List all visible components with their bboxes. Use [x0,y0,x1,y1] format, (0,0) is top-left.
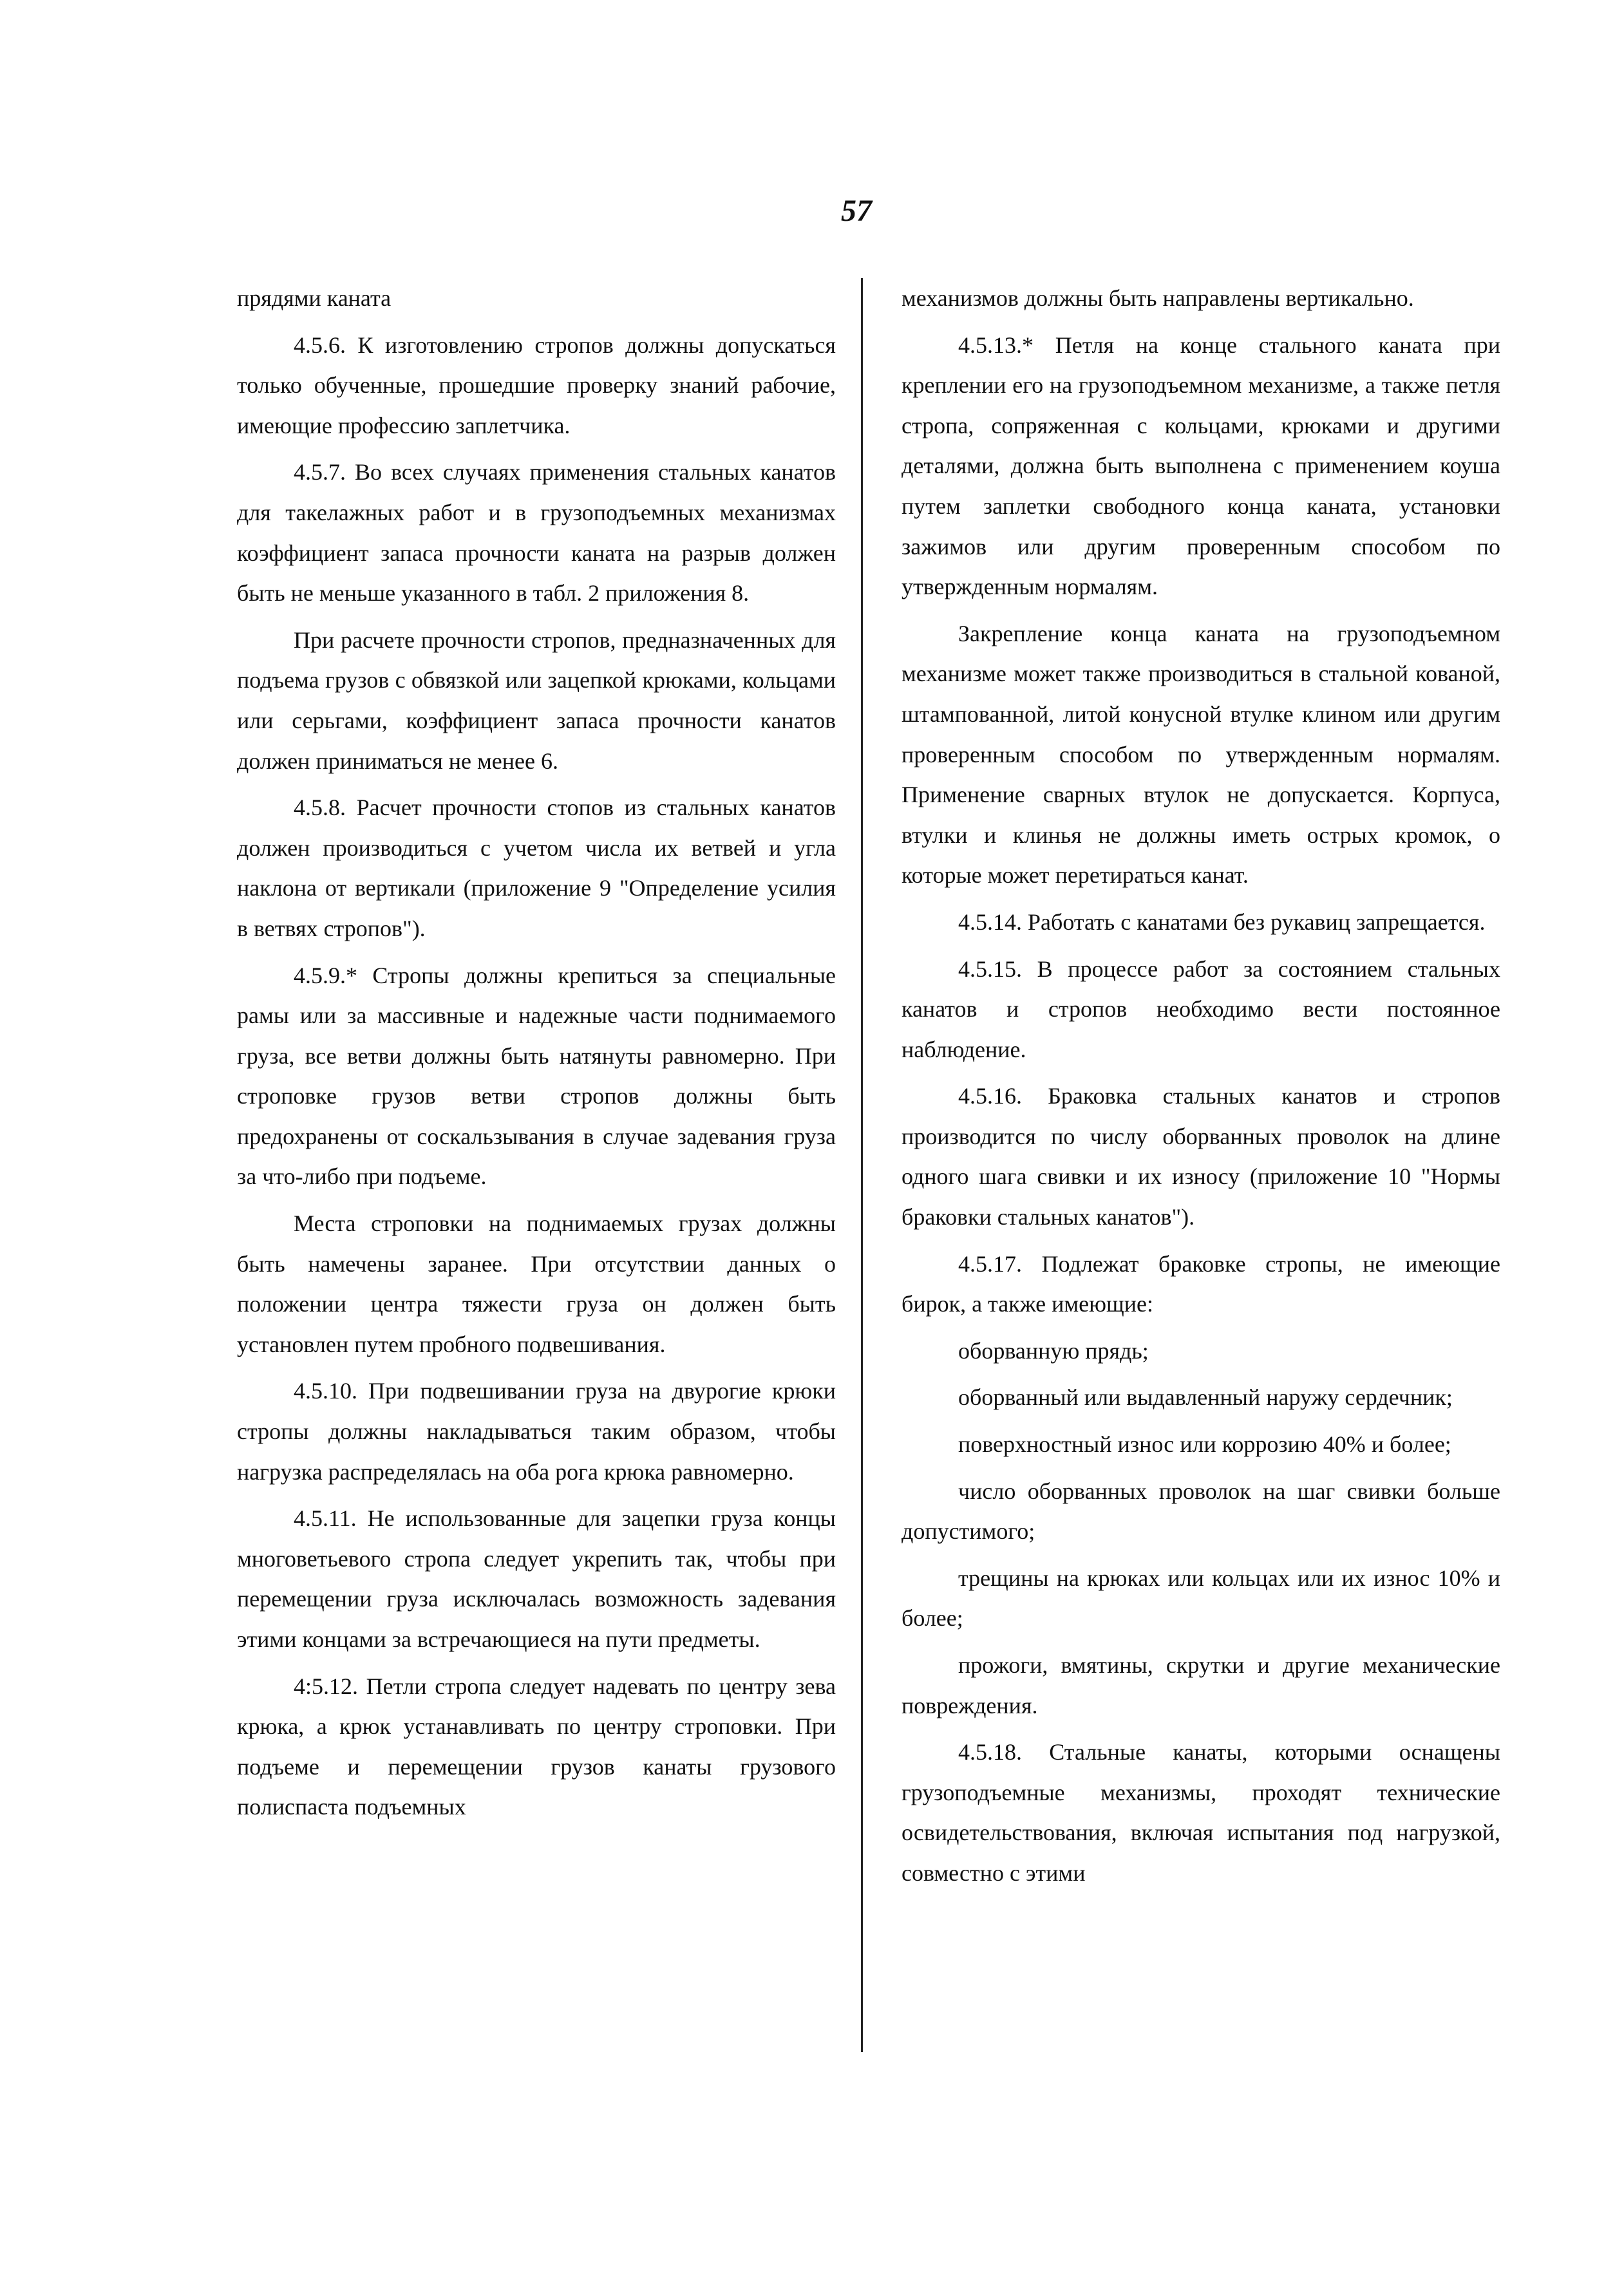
paragraph-4-5-8: 4.5.8. Расчет прочности стопов из стальных канатов должен производиться с учетом числа их ветвей и угла наклона от вертикали (приложение 9 "Определение усилия в ветвях стропов"). [237,795,836,941]
paragraph-4-5-17: 4.5.17. Подлежат браковке стропы, не имеющие бирок, а также имеющие: [902,1250,1500,1317]
paragraph: При расчете прочности стропов, предназначенных для подъема грузов с обвязкой или зацепкой крюками, кольцами или серьгами, коэффициент запаса прочности канатов должен приниматься не менее 6. [237,626,836,774]
paragraph-4-5-9: 4.5.9.* Стропы должны крепиться за специальные рамы или за массивные и надежные части поднимаемого груза, все ветви должны быть натянуты равномерно. При строповке грузов ветви стропов должны быть предохранены от соскальзывания в случае задевания груза за что-либо при подъеме. [237,962,836,1190]
paragraph: механизмов должны быть направлены вертикально. [902,285,1414,311]
list-item: число оборванных проволок на шаг свивки больше допустимого; [902,1478,1500,1545]
paragraph: Места строповки на поднимаемых грузах должны быть намечены заранее. При отсутствии данных о положении центра тяжести груза он должен быть установлен путем пробного подвешивания. [237,1210,836,1357]
paragraph-4-5-12: 4:5.12. Петли стропа следует надевать по центру зева крюка, а крюк устанавливать по центру строповки. При подъеме и перемещении грузов канаты грузового полиспаста подъемных [237,1673,836,1820]
list-item: трещины на крюках или кольцах или их износ 10% и более; [902,1565,1500,1632]
list-item: прожоги, вмятины, скрутки и другие механические повреждения. [902,1652,1500,1718]
list-item: оборванную прядь; [958,1337,1149,1364]
paragraph: прядями каната [237,285,392,311]
column-divider [861,278,863,2052]
paragraph-4-5-6: 4.5.6. К изготовлению стропов должны допускаться только обученные, прошедшие проверку знаний рабочие, имеющие профессию заплетчика. [237,332,836,438]
paragraph-4-5-15: 4.5.15. В процессе работ за состоянием стальных канатов и стропов необходимо вести постоянное наблюдение. [902,955,1500,1062]
paragraph-4-5-7: 4.5.7. Во всех случаях применения стальных канатов для такелажных работ и в грузоподъемных механизмах коэффициент запаса прочности каната на разрыв должен быть не меньше указанного в табл. 2 приложения 8. [237,459,836,607]
left-column [237,278,836,1834]
paragraph-4-5-11: 4.5.11. Не использованные для зацепки груза концы многоветьевого стропа следует укрепить так, чтобы при перемещении груза исключалась возможность задевания этими концами за встречающиеся на пути предметы. [237,1505,836,1652]
paragraph-4-5-13: 4.5.13.* Петля на конце стального каната при креплении его на грузоподъемном механизме, а также петля стропа, сопряженная с кольцами, крюками и другими деталями, должна быть выполнена с применением коуша путем заплетки свободного конца каната, установки зажимов или другим проверенным способом по утвержденным нормалям. [902,332,1500,600]
list-item: поверхностный износ или коррозию 40% и более; [958,1431,1451,1458]
list-item: оборванный или выдавленный наружу сердечник; [958,1384,1453,1411]
paragraph-4-5-18: 4.5.18. Стальные канаты, которыми оснащены грузоподъемные механизмы, проходят технические освидетельствования, включая испытания под нагрузкой, совместно с этими [902,1739,1500,1886]
paragraph-4-5-16: 4.5.16. Браковка стальных канатов и стропов производится по числу оборванных проволок на длине одного шага свивки и их износу (приложение 10 "Нормы браковки стальных канатов"). [902,1083,1500,1230]
paragraph-4-5-10: 4.5.10. При подвешивании груза на двурогие крюки стропы должны накладываться таким образом, чтобы нагрузка распределялась на оба рога крюка равномерно. [237,1378,836,1485]
paragraph: Закрепление конца каната на грузоподъемном механизме может также производиться в стальной кованой, штампованной, литой конусной втулке клином или другим проверенным способом по утвержденным нормалям. Применение сварных втулок не допускается. Корпуса, втулки и клинья не должны иметь острых кромок, о которые может перетираться канат. [902,620,1500,889]
paragraph-4-5-14: 4.5.14. Работать с канатами без рукавиц запрещается. [958,908,1486,935]
page-number: 57 [841,194,872,228]
right-column [902,278,1500,1900]
